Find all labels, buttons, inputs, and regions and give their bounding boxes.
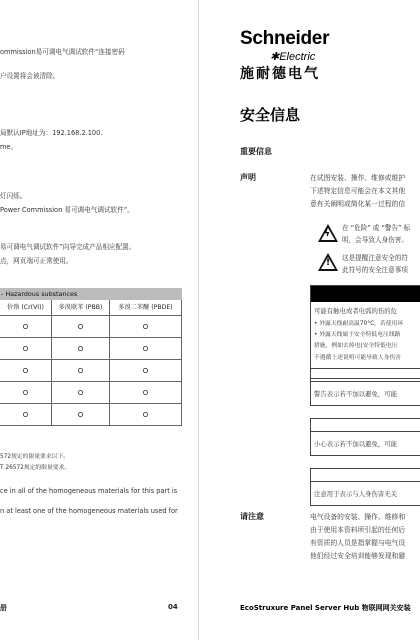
please-note-text: 电气设备的安装、操作、维修和 bbox=[310, 513, 406, 521]
left-text-line: 局默认IP地址为：192.168.2.100. bbox=[0, 129, 103, 137]
left-footer: 册 bbox=[0, 604, 7, 612]
hazard-table-cell: O bbox=[0, 338, 52, 360]
hazard-table-header: 多溴二苯醚 (PBDE) bbox=[110, 300, 182, 316]
table-note: 572规定的限量要求以下。 bbox=[0, 454, 70, 460]
notice-text: 意有关阐明或简化某一过程的信 bbox=[310, 200, 406, 208]
danger-text: 不遵循上述说明可能导致人身伤害 bbox=[314, 355, 401, 361]
notice-header bbox=[311, 469, 420, 482]
hazard-table-header: 价铬 (Cr(VI)) bbox=[0, 300, 52, 316]
right-footer: EcoStruxure Panel Server Hub 物联网网关安装 bbox=[240, 604, 411, 612]
brand-logo-cn: 施耐德电气 bbox=[240, 66, 320, 82]
table-note: ce in all of the homogeneous materials for this part is bbox=[0, 487, 178, 495]
section-heading: 重要信息 bbox=[240, 147, 272, 156]
hazard-table-cell: O bbox=[110, 338, 182, 360]
page-spine bbox=[198, 0, 199, 640]
left-text-line: 点，网页端可正常使用。 bbox=[0, 257, 73, 265]
brand-logo-name: Schneider bbox=[240, 28, 330, 49]
danger-text: 措施，例如去掉电(安全特低电压 bbox=[314, 343, 398, 349]
please-note-text: 他们经过安全培训能够发现和避 bbox=[310, 552, 406, 560]
left-text-line: Power Commission 易可调电气调试软件”。 bbox=[0, 206, 134, 214]
left-text-line: ommission易可调电气调试软件“连接密码 bbox=[0, 48, 125, 56]
danger-text: 可能有触电或者电弧的伤的危 bbox=[314, 307, 398, 315]
hazard-table-cell: O bbox=[0, 316, 52, 338]
caution-text: 小心表示若不加以避免，可能 bbox=[314, 440, 398, 448]
danger-text: • 外露天线属于安全特低电压线路 bbox=[314, 332, 401, 338]
danger-text: • 外露天线耐高温70°C，若使用环 bbox=[314, 321, 404, 327]
right-page bbox=[214, 0, 420, 640]
page-title: 安全信息 bbox=[240, 106, 301, 124]
hazard-table-cell: O bbox=[0, 360, 52, 382]
hazard-table-cell: O bbox=[0, 404, 52, 426]
table-note: n at least one of the homogeneous materials used for bbox=[0, 507, 178, 515]
caution-header bbox=[311, 419, 420, 432]
please-note-text: 有资质的人员是指掌握与电气设 bbox=[310, 539, 406, 547]
notice-text: 在试图安装、操作、维修或维护 bbox=[310, 174, 406, 182]
please-note-label: 请注意 bbox=[240, 512, 264, 521]
hazard-table-cell: O bbox=[110, 360, 182, 382]
hazard-table-cell: O bbox=[52, 316, 110, 338]
danger-box bbox=[310, 285, 420, 379]
table-note: T 26572规定的限量要求。 bbox=[0, 465, 71, 471]
icon-description: 这是提醒注意安全的符 bbox=[342, 254, 408, 262]
electric-mark-icon: ✱ bbox=[270, 51, 280, 63]
left-page bbox=[0, 0, 196, 640]
lightning-icon: ϟ bbox=[324, 229, 330, 239]
exclamation-icon: ! bbox=[326, 258, 331, 268]
hazard-table-cell: O bbox=[110, 316, 182, 338]
warning-box bbox=[310, 368, 420, 406]
caution-box bbox=[310, 418, 420, 456]
hazard-table-title: - Hazardous substances bbox=[0, 288, 182, 300]
brand-logo-sub bbox=[270, 50, 315, 63]
left-text-line: 易可调电气调试软件”向导完成产品相应配置。 bbox=[0, 243, 136, 251]
hazard-table-cell: O bbox=[110, 382, 182, 404]
notice-text: 下述特定信息可能会在本文其他 bbox=[310, 187, 406, 195]
left-text-line: 户设置将会被清除。 bbox=[0, 72, 60, 80]
icon-description: 明，会导致人身伤害。 bbox=[342, 236, 408, 244]
hazard-table-cell: O bbox=[0, 382, 52, 404]
icon-description: 在 “危险” 或 “警告” 标 bbox=[342, 224, 411, 232]
hazard-table-header: 多溴联苯 (PBB) bbox=[52, 300, 110, 316]
hazard-table-cell: O bbox=[52, 338, 110, 360]
hazard-table-cell: O bbox=[110, 404, 182, 426]
icon-description: 此符号的安全注意事项 bbox=[342, 266, 408, 274]
hazard-table-cell: O bbox=[52, 404, 110, 426]
page-number: 04 bbox=[168, 603, 178, 611]
notice-box bbox=[310, 468, 420, 506]
danger-header bbox=[311, 286, 420, 302]
hazard-table-cell: O bbox=[52, 382, 110, 404]
notice-label: 声明 bbox=[240, 173, 256, 182]
left-text-line: me。 bbox=[0, 143, 18, 151]
hazard-table-cell: O bbox=[52, 360, 110, 382]
warning-header bbox=[311, 369, 420, 382]
please-note-text: 由于使用本资料所引起的任何后 bbox=[310, 526, 406, 534]
notice-box-text: 注意用于表示与人身伤害无关 bbox=[314, 490, 398, 498]
brand-sub-text: Electric bbox=[279, 51, 316, 63]
warning-text: 警告表示若不加以避免，可能 bbox=[314, 390, 398, 398]
left-text-line: 灯闪烁。 bbox=[0, 192, 27, 200]
